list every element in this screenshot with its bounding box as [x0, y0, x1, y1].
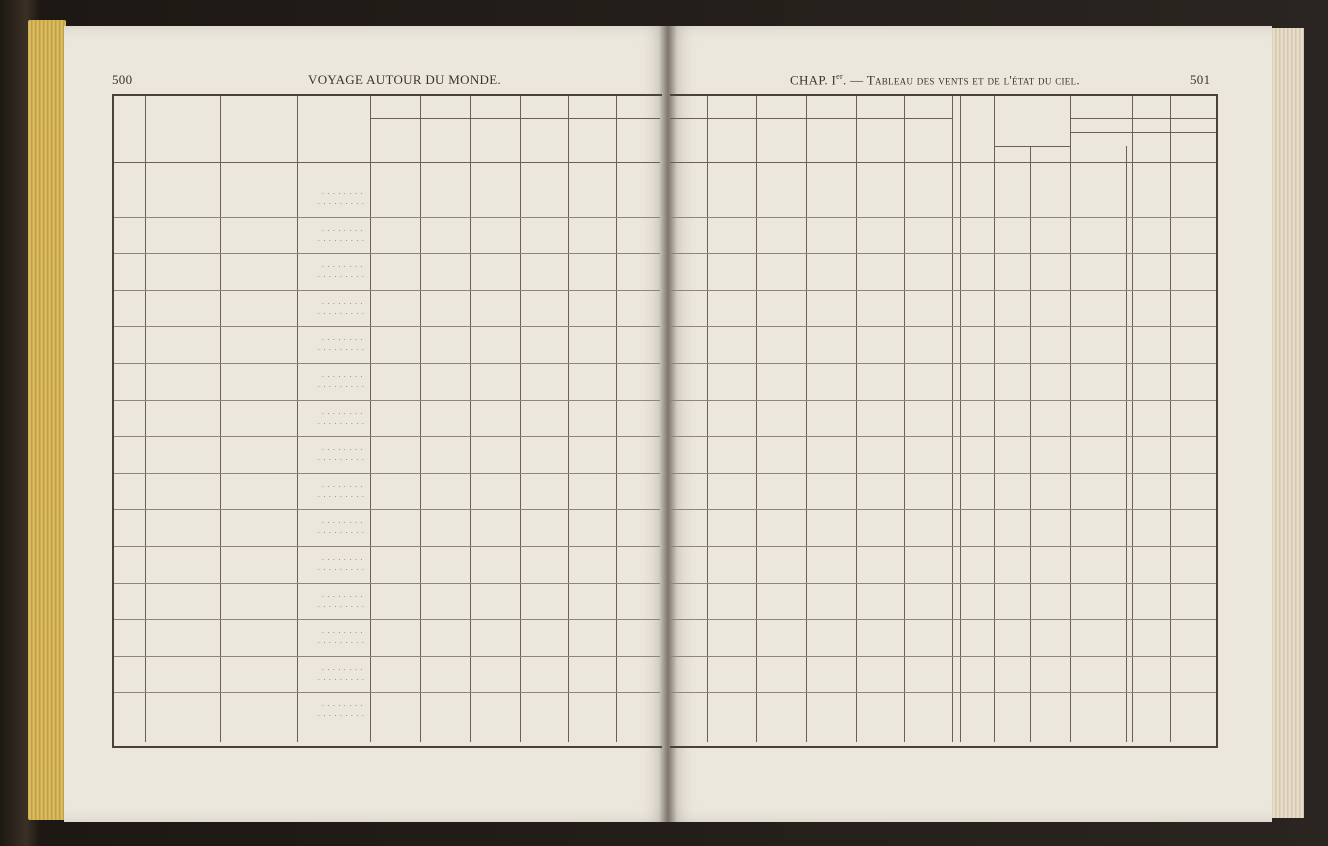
position-rule [994, 146, 1070, 147]
leader-dots: . . . . . . . . . [318, 673, 365, 682]
leader-dots: . . . . . . . . [322, 444, 364, 453]
left-running-title: VOYAGE AUTOUR DU MONDE. [308, 72, 501, 87]
row-separator [114, 363, 660, 364]
courants-rule [1070, 118, 1216, 119]
leader-dots: . . . . . . . . [322, 297, 364, 306]
left-page-edges [28, 20, 66, 820]
row-separator [670, 217, 1216, 218]
left-table-frame [112, 94, 662, 748]
leader-dots: . . . . . . . . [322, 371, 364, 379]
leader-dots: . . . . . . . . . [318, 271, 365, 280]
row-separator [114, 326, 660, 327]
leader-dots: . . . . . . . . . [318, 307, 365, 316]
column-rule [1030, 146, 1031, 742]
column-rule [1170, 96, 1171, 742]
leader-dots: . . . . . . . . [322, 554, 364, 562]
row-separator [114, 436, 660, 437]
row-separator [114, 619, 660, 620]
column-rule [806, 96, 807, 742]
obs-header-rule [670, 118, 952, 119]
column-rule [1126, 146, 1127, 742]
column-rule [1070, 96, 1071, 742]
column-rule [756, 96, 757, 742]
row-separator [114, 509, 660, 510]
leader-dots: . . . . . . . . [322, 590, 364, 599]
column-rule [960, 96, 961, 742]
header-rule [670, 162, 1216, 163]
leader-dots: . . . . . . . . [322, 224, 364, 233]
leader-dots: . . . . . . . . . [318, 381, 365, 389]
leader-dots: . . . . . . . . . [318, 490, 365, 499]
column-rule [856, 96, 857, 742]
leader-dots: . . . . . . . . [322, 261, 364, 270]
row-separator [670, 546, 1216, 547]
row-separator [114, 217, 660, 218]
leader-dots: . . . . . . . . [322, 517, 364, 526]
column-rule [707, 96, 708, 742]
row-separator [114, 583, 660, 584]
leader-dots: . . . . . . . . . [318, 564, 365, 572]
column-rule [470, 96, 471, 742]
column-rule [994, 96, 995, 742]
row-separator [114, 253, 660, 254]
right-table-frame [670, 94, 1218, 748]
row-separator [670, 363, 1216, 364]
leader-dots: . . . . . . . . [322, 407, 364, 416]
column-rule [297, 96, 298, 742]
column-rule [420, 96, 421, 742]
row-separator [670, 326, 1216, 327]
courants-subrule [1070, 132, 1216, 133]
leader-dots: . . . . . . . . . [318, 198, 365, 206]
column-rule [220, 96, 221, 742]
leader-dots: . . . . . . . . . [318, 454, 365, 463]
row-separator [670, 692, 1216, 693]
leader-dots: . . . . . . . . [322, 334, 364, 343]
column-rule [568, 96, 569, 742]
row-separator [670, 509, 1216, 510]
leader-dots: . . . . . . . . . [318, 637, 365, 646]
row-separator [670, 290, 1216, 291]
column-rule [616, 96, 617, 742]
row-separator [670, 400, 1216, 401]
leader-dots: . . . . . . . . [322, 663, 364, 672]
leader-dots: . . . . . . . . . [318, 417, 365, 426]
header-rule [114, 162, 660, 163]
column-rule [904, 96, 905, 742]
left-page-number: 500 [112, 72, 133, 87]
row-separator [670, 619, 1216, 620]
row-separator [114, 473, 660, 474]
row-separator [670, 436, 1216, 437]
column-rule [1132, 96, 1133, 742]
row-separator [670, 253, 1216, 254]
right-running-title: CHAP. Ier. — Tableau des vents et de l'état du ciel. [790, 72, 1080, 88]
leader-dots: . . . . . . . . [322, 480, 364, 489]
row-separator [114, 692, 660, 693]
column-rule [370, 96, 371, 742]
row-separator [114, 656, 660, 657]
row-separator [670, 656, 1216, 657]
column-rule [145, 96, 146, 742]
row-separator [670, 473, 1216, 474]
leader-dots: . . . . . . . . . [318, 527, 365, 536]
row-separator [670, 583, 1216, 584]
leader-dots: . . . . . . . . [322, 627, 364, 636]
row-separator [114, 400, 660, 401]
leader-dots: . . . . . . . . . [318, 344, 365, 353]
leader-dots: . . . . . . . . . [318, 234, 365, 243]
leader-dots: . . . . . . . . [322, 700, 364, 709]
leader-dots: . . . . . . . . [322, 188, 364, 196]
right-page-number: 501 [1190, 72, 1211, 87]
leader-dots: . . . . . . . . . [318, 600, 365, 609]
column-rule [952, 96, 953, 742]
column-rule [520, 96, 521, 742]
row-separator [114, 290, 660, 291]
row-separator [114, 546, 660, 547]
leader-dots: . . . . . . . . . [318, 710, 365, 719]
